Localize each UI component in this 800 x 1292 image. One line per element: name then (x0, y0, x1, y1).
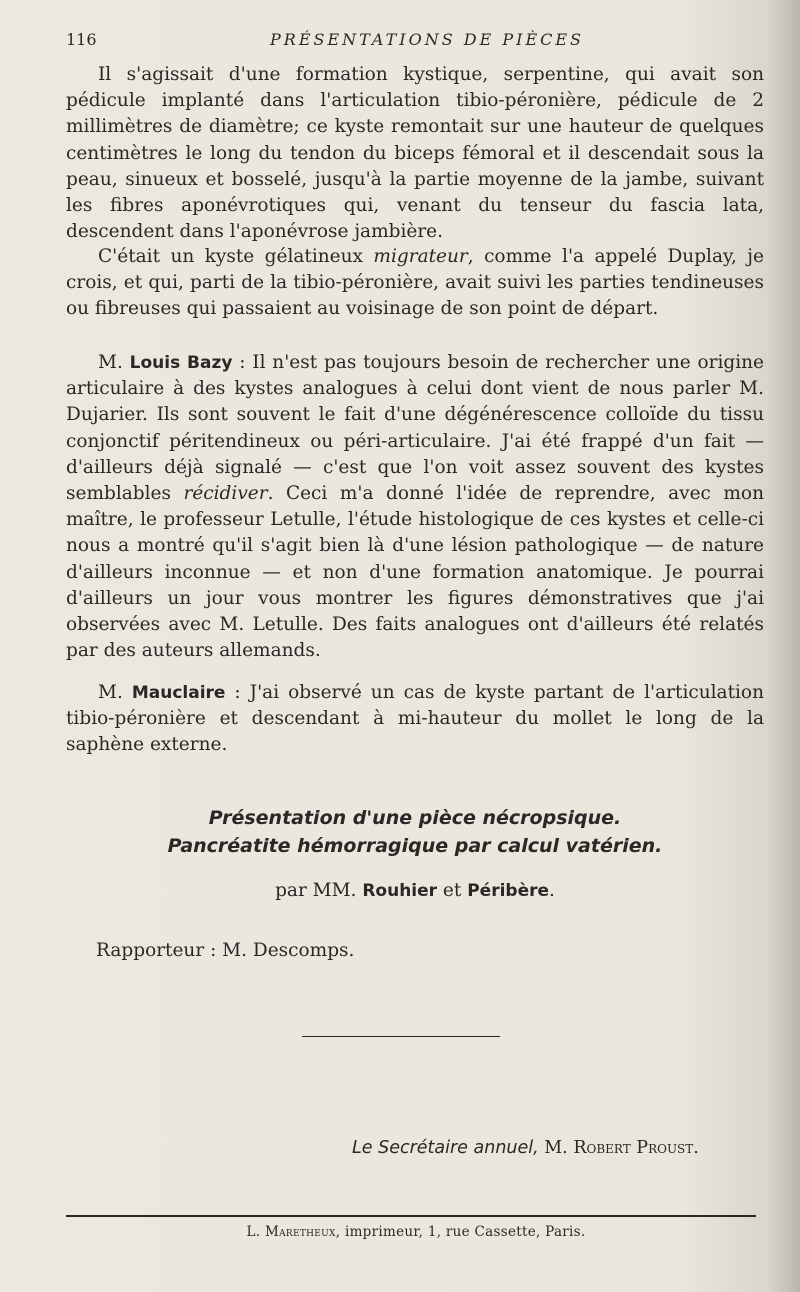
signature-name: Robert Proust. (573, 1138, 699, 1158)
printer-prefix: L. (246, 1224, 265, 1240)
page-header (66, 30, 766, 54)
paragraph-text (66, 680, 764, 759)
section-title-line2: Pancréatite hémorragique par calcul vatérien. (167, 835, 663, 857)
text-run: , comme l'a appelé Duplay, je crois, et qui, parti de la tibio-péronière, avait suivi les parties tendineuses ou fibreuses qui passaient au voisinage de son point de départ. (66, 246, 764, 320)
text-run: C'était un kyste gélatineux (98, 246, 374, 267)
footer-divider (66, 1215, 756, 1217)
italic-term: migrateur (373, 246, 468, 267)
text-run: : J'ai observé un cas de kyste partant de l'articulation tibio-péronière et descendant à mi-hauteur du mollet le long de la saphène externe. (66, 682, 764, 756)
paragraph-kyste-description (66, 62, 764, 245)
paragraph-text (66, 350, 764, 664)
printer-imprint (66, 1224, 766, 1240)
author-name: Rouhier (362, 881, 438, 901)
byline (66, 880, 764, 901)
signature-role: Le Secrétaire annuel, (352, 1138, 539, 1158)
reporter-line: Rapporteur : M. Descomps. (96, 940, 355, 961)
paragraph-louis-bazy (66, 350, 764, 664)
paragraph-mauclaire (66, 680, 764, 759)
text-run: : Il n'est pas toujours besoin de rechercher une origine articulaire à des kystes analogues à celui dont vient de nous parler M. Dujarier. Ils sont souvent le fait d'une dégénérescence colloïde du tissu conjonctif péritendineux ou péri-articulaire. J'ai été frappé d'un fait — d'ailleurs déjà signalé — c'est que l'on voit assez souvent des kystes semblables (66, 352, 764, 505)
section-title-line1: Présentation d'une pièce nécropsique. (208, 807, 622, 829)
italic-term: récidiver (183, 483, 268, 505)
printer-address: , imprimeur, 1, rue Cassette, Paris. (335, 1224, 586, 1240)
page-number: 116 (66, 30, 97, 49)
speaker-prefix: M. (98, 352, 130, 373)
paragraph-kyste-migrateur (66, 244, 764, 323)
speaker-prefix: M. (98, 682, 132, 703)
printer-name: Maretheux (264, 1224, 336, 1240)
paragraph-text: Il s'agissait d'une formation kystique, serpentine, qui avait son pédicule implanté dans l'articulation tibio-péronière, pédicule de 2 millimètres de diamètre; ce kyste remontait sur une hauteur de quelques centimètres le long du tendon du biceps fémoral et il descendait sous la peau, sinueux et bosselé, jusqu'à la partie moyenne de la jambe, suivant les fibres aponévrotiques qui, venant du tenseur du fascia lata, descendent dans l'aponévrose jambière. (66, 64, 764, 243)
text-run: . Ceci m'a donné l'idée de reprendre, avec mon maître, le professeur Letulle, l'étude histologique de ces kystes et celle-ci nous a montré qu'il s'agit bien là d'une lésion pathologique — de nature d'ailleurs inconnue — et non d'une formation anatomique. Je pourrai d'ailleurs un jour vous montrer les figures démonstratives que j'ai observées avec M. Letulle. Des faits analogues ont d'ailleurs été relatés par des auteurs allemands. (66, 483, 764, 662)
section-divider (302, 1036, 500, 1037)
byline-suffix: . (549, 880, 555, 901)
author-name: Péribère (467, 881, 550, 901)
byline-prefix: par MM. (275, 880, 363, 901)
byline-and: et (437, 880, 468, 901)
signature-prefix: M. (538, 1138, 574, 1158)
signature (352, 1138, 699, 1158)
speaker-name: Mauclaire (131, 683, 226, 703)
speaker-name: Louis Bazy (129, 353, 233, 373)
running-title: PRÉSENTATIONS DE PIÈCES (270, 30, 585, 49)
paragraph-text (66, 244, 764, 323)
